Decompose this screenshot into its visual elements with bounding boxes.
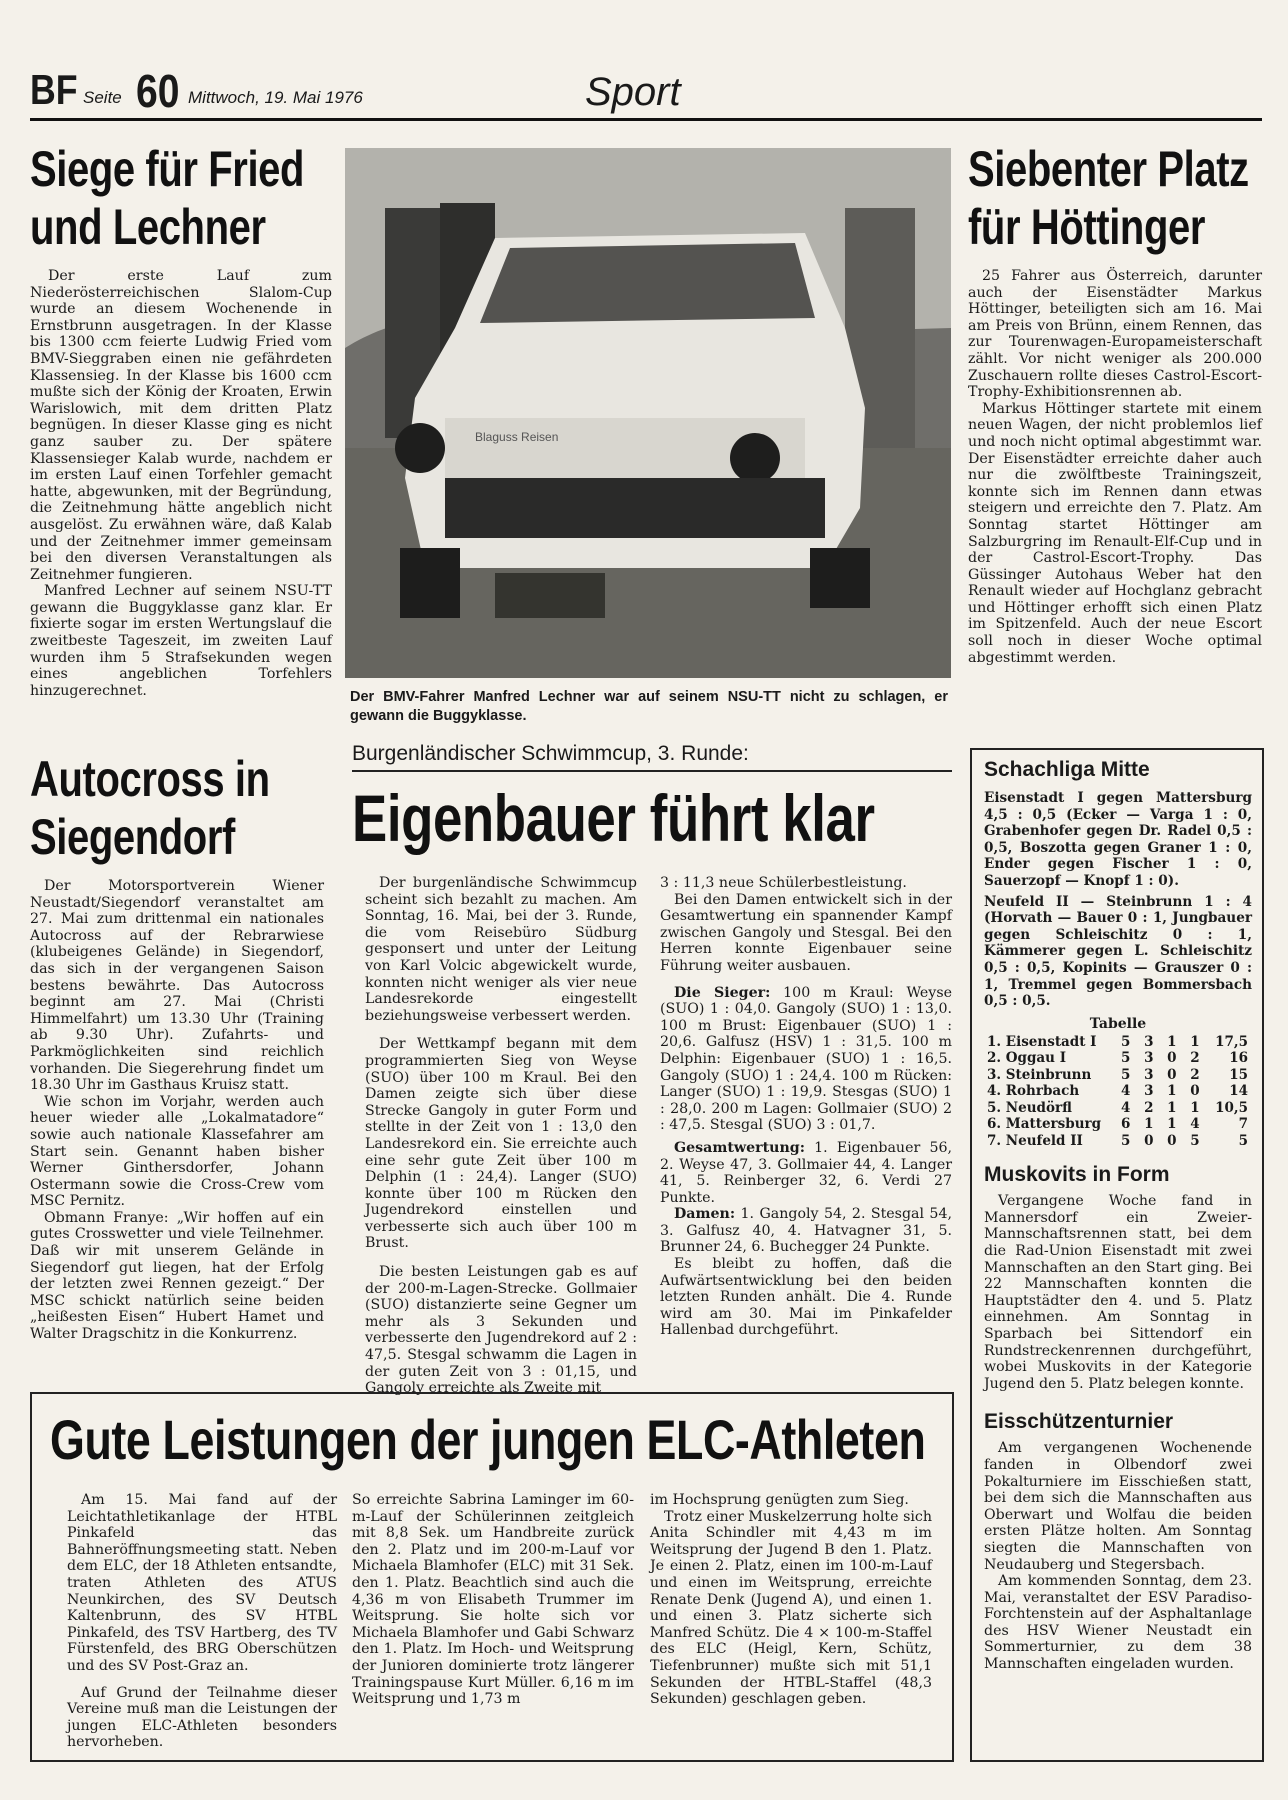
- article-autocross: [30, 750, 324, 1343]
- table-row: [984, 1050, 1254, 1067]
- paragraph: Der burgenländische Schwimmcup scheint sich bezahlt zu machen. Am Sonntag, 16. Mai, bei der 3. Runde, die vom Reisebüro Südburg gesponsert und unter der Leitung von Karl Volcic abgewickelt wurde, konnten nicht weniger als vier neue Landesrekorde eingestellt beziehungsweise verbessert werden.: [365, 875, 637, 1024]
- paragraph: So erreichte Sabrina Laminger im 60-m-Lauf der Schülerinnen zeitgleich mit 8,8 Sek. um Handbreite zurück den 2. Platz und im 200-m-Lauf vor Michaela Blamhofer (ELC) mit 31 Sek. den 1. Platz. Beachtlich sind auch die 4,36 m von Elisabeth Trummer im Weitsprung. Sie holte sich vor Michaela Blamhofer und Gabi Schwarz den 1. Platz. Im Hoch- und Weitsprung der Junioren dominierte trotz längerer Trainingspause Kurt Müller. 6,16 m im Weitsprung und 1,73 m: [352, 1492, 634, 1708]
- paragraph: Die besten Leistungen gab es auf der 200-m-Lagen-Strecke. Gollmaier (SUO) distanzierte seine Gegner um mehr als 3 Sekunden und verbesserte den Jugendrekord auf 2 : 47,5. Stesgal schwamm die Lagen in der guten Zeit von 3 : 01,15, und Gangoly erreichte als Zweite mit: [365, 1264, 637, 1397]
- table-cell: 5: [1190, 1132, 1200, 1149]
- paragraph: Bei den Damen entwickelt sich in der Gesamtwertung ein spannender Kampf zwischen Gangoly und Stesgal. Bei den Herren konnte Eigenbauer seine Führung weiter ausbauen.: [660, 891, 952, 974]
- schwimm-col-2: [660, 875, 952, 1339]
- winners-paragraph: [660, 985, 952, 1134]
- winners-label: Die Sieger:: [674, 984, 771, 1001]
- paragraph: Am vergangenen Wochenende fanden in Olbendorf zwei Pokalturniere im Eisschießen statt, bei dem sich die Mannschaften aus Oberwart und Wolfau die beiden ersten Plätze holten. Am Sonntag siegten die Mannschaften von Neudauberg und Stegersbach.: [984, 1440, 1252, 1573]
- masthead-rule: [30, 118, 1262, 121]
- table-cell: 0: [1167, 1132, 1177, 1149]
- section-title: Sport: [585, 70, 681, 114]
- paragraph: Der Motorsportverein Wiener Neustadt/Siegendorf veranstaltet am 27. Mai zum drittenmal ein nationales Autocross auf der Rebrarwiese (klubeigenes Gelände) in Siegendorf, das sich in der vergangenen Saison bestens bewährte. Das Autocross beginnt am 27. Mai (Christi Himmelfahrt) um 13.30 Uhr (Training ab 9.30 Uhr). Zufahrts- und Parkmöglichkeiten sind reichlich vorhanden. Die Siegerehrung findet um 18.30 Uhr im Gasthaus Kruisz statt.: [30, 878, 324, 1094]
- table-cell: 4: [1121, 1083, 1131, 1100]
- race-car-photo: [345, 148, 951, 678]
- chess-title: Schachliga Mitte: [984, 758, 1150, 781]
- table-cell: 5: [1121, 1050, 1131, 1067]
- article-hoettinger: [968, 140, 1262, 666]
- paragraph: Am 15. Mai fand auf der Leichtathletikanlage der HTBL Pinkafeld das Bahneröffnungsmeeting statt. Neben dem ELC, der 18 Athleten entsandte, traten Athleten des ATUS Neunkirchen, des SV Deutsch Kaltenbrunn, des SV HTBL Pinkafeld, des TSV Hartberg, des TV Fürstenfeld, des BRG Oberschützen und des SV Post-Graz an.: [67, 1492, 337, 1674]
- elc-box: [30, 1392, 954, 1762]
- team-name: 7. Neufeld II: [987, 1132, 1083, 1149]
- winners-text: 100 m Kraul: Weyse (SUO) 1 : 04,0. Gangoly (SUO) 1 : 13,0. 100 m Brust: Eigenbauer (SUO) 1 : 20,6. Galfusz (HSV) 1 : 31,5. 100 m Delphin: Eigenbauer (SUO) 1 : 16,5. Gangoly (SUO) 1 : 24,4. 100 m Rücken: Langer (SUO) 1 : 19,9. Stesgas (SUO) 1 : 28,0. 200 m Lagen: Gollmaier (SUO) 2 : 47,5. Stesgal (SUO) 3 : 01,7.: [660, 984, 953, 1134]
- table-cell: 5: [1121, 1132, 1131, 1149]
- headline-elc: Gute Leistungen der jungen ELC-Athleten: [50, 1408, 926, 1471]
- table-cell: 17,5: [1215, 1033, 1248, 1050]
- paragraph: im Hochsprung genügten zum Sieg.: [650, 1492, 909, 1508]
- table-cell: 10,5: [1215, 1099, 1248, 1116]
- table-cell: 3: [1144, 1033, 1154, 1050]
- paragraph: Manfred Lechner auf seinem NSU-TT gewann die Buggyklasse ganz klar. Er fixierte sogar im ersten Wertungslauf die zweitbeste Tageszeit, im zweiten Lauf wurden ihm 5 Strafsekunden wegen eines angeblichen Torfehlers hinzugerechnet.: [30, 583, 332, 699]
- plate-text: Blaguss Reisen: [475, 430, 559, 444]
- table-row: [984, 1133, 1254, 1150]
- elc-col-3: [650, 1492, 932, 1708]
- table-cell: 4: [1190, 1116, 1200, 1133]
- elc-col-1: [67, 1492, 337, 1751]
- table-cell: 5: [1121, 1033, 1131, 1050]
- table-cell: 1: [1144, 1116, 1154, 1133]
- table-cell: 3: [1144, 1050, 1154, 1067]
- chess-result-1: Eisenstadt I gegen Mattersburg 4,5 : 0,5 (Ecker — Varga 1 : 0, Grabenhofer gegen Dr. Radel 0,5 : 0,5, Boszotta gegen Graner 1 : 0, Ender gegen Fischer 1 : 0, Sauerzopf — Knopf 1 : 0).: [984, 790, 1252, 889]
- table-cell: 3: [1144, 1066, 1154, 1083]
- masthead-logo: BF: [30, 66, 78, 113]
- muskovits-title: Muskovits in Form: [984, 1163, 1170, 1187]
- elc-col-2: [352, 1492, 634, 1708]
- sidebar-box: [970, 748, 1264, 1762]
- table-row: [984, 1100, 1254, 1117]
- table-cell: 3: [1144, 1083, 1154, 1100]
- table-cell: 1: [1167, 1099, 1177, 1116]
- team-name: 1. Eisenstadt I: [987, 1033, 1097, 1050]
- table-cell: 16: [1229, 1050, 1248, 1067]
- ladies-text: 1. Gangoly 54, 2. Stesgal 54, 3. Galfusz 40, 4. Hatvagner 31, 5. Brunner 24, 6. Buchegger 24 Punkte.: [660, 1206, 952, 1256]
- table-title: Tabelle: [1089, 1015, 1147, 1032]
- table-cell: 4: [1121, 1099, 1131, 1116]
- schwimm-rule: [352, 770, 952, 772]
- masthead: [30, 66, 1262, 116]
- headline-hoettinger: Siebenter Platz für Höttinger: [968, 141, 1249, 255]
- paragraph: Markus Höttinger startete mit einem neuen Wagen, der nicht problemlos lief und noch nicht optimal abgestimmt war. Der Eisenstädter erreichte daher auch nur die zwölftbeste Trainingszeit, konnte sich im Rennen dann etwas steigern und erreichte den 7. Platz. Am Sonntag startet Höttinger am Salzburgring im Renault-Elf-Cup und in der Castrol-Escort-Trophy. Das Güssinger Autohaus Weber hat den Renault wieder auf Hochglanz gebracht und Höttinger erhofft sich einen Platz im Spitzenfeld. Auch der neue Escort soll noch in dieser Woche optimal abgestimmt werden.: [968, 400, 1262, 666]
- table-cell: 0: [1144, 1132, 1154, 1149]
- table-cell: 2: [1144, 1099, 1154, 1116]
- table-cell: 2: [1190, 1050, 1200, 1067]
- paragraph: 3 : 11,3 neue Schülerbestleistung.: [660, 875, 907, 891]
- headline-autocross: Autocross in Siegendorf: [30, 751, 270, 865]
- article-fried: [30, 140, 332, 699]
- table-cell: 0: [1190, 1083, 1200, 1100]
- race-car-illustration: [345, 148, 951, 678]
- table-cell: 1: [1190, 1099, 1200, 1116]
- page-label: Seite: [83, 88, 122, 107]
- chess-result-2: Neufeld II — Steinbrunn 1 : 4 (Horvath — Bauer 0 : 1, Jungbauer gegen Schleischitz 0 : 1, Kämmerer gegen L. Schleischitz 0,5 : 0,5, Kopinits — Grauszer 0 : 1, Tremmel gegen Bommersbach 0,5 : 0,5.: [984, 893, 1252, 1010]
- table-cell: 1: [1167, 1033, 1177, 1050]
- paragraph: Der erste Lauf zum Niederösterreichischen Slalom-Cup wurde an diesem Wochenende in Ernstbrunn ausgetragen. In der Klasse bis 1300 ccm feierte Ludwig Fried vom BMV-Sieggraben einen nie gefährdeten Klassensieg. In der Klasse bis 1600 ccm mußte sich der König der Kroaten, Erwin Warislowich, mit dem dritten Platz begnügen. In dieser Klasse ging es nicht ganz sauber zu. Der spätere Klassensieger Kalab wurde, nachdem er im ersten Lauf einen Torfehler gemacht hatte, abgewunken, mit der Begründung, die Zeitnehmung hätte angeblich nicht ausgelöst. Zu erwähnen wäre, daß Kalab und der Zeitnehmer immer gemeinsam bei den diversen Veranstaltungen als Zeitnehmer fungieren.: [30, 268, 332, 583]
- table-cell: 14: [1229, 1083, 1248, 1100]
- paragraph: Am kommenden Sonntag, dem 23. Mai, veranstaltet der ESV Paradiso-Forchtenstein auf der Asphaltanlage des HSV Wiener Neustadt ein Sommerturnier, zu dem 38 Mannschaften eingeladen wurden.: [984, 1573, 1252, 1673]
- overall-paragraph: [660, 1140, 952, 1206]
- headline-schwimm: Eigenbauer führt klar: [352, 781, 875, 855]
- table-cell: 1: [1190, 1033, 1200, 1050]
- photo-caption: Der BMV-Fahrer Manfred Lechner war auf seinem NSU-TT nicht zu schlagen, er gewann die Buggyklasse.: [350, 689, 948, 724]
- table-cell: 1: [1167, 1116, 1177, 1133]
- table-cell: 2: [1190, 1066, 1200, 1083]
- issue-date: Mittwoch, 19. Mai 1976: [188, 88, 363, 107]
- team-name: 3. Steinbrunn: [987, 1066, 1092, 1083]
- team-name: 2. Oggau I: [987, 1050, 1067, 1067]
- paragraph: Wie schon im Vorjahr, werden auch heuer wieder alle „Lokalmatadore“ sowie auch nationale Klassefahrer am Start sein. Genannt haben bisher Werner Ginthersdorfer, Johann Ostermann sowie die Cross-Crew vom MSC Pernitz.: [30, 1093, 324, 1210]
- paragraph: Obmann Franye: „Wir hoffen auf ein gutes Crosswetter und viele Teilnehmer. Daß wir mit unserem Gelände in Siegendorf gut liegen, hat der Erfolg der letzten zwei Rennen gezeigt.“ Der MSC schickt natürlich seine beiden „heißesten Eisen“ Hubert Hamet und Walter Dragschitz in die Konkurrenz.: [30, 1209, 324, 1343]
- ladies-label: Damen:: [674, 1206, 736, 1223]
- table-cell: 5: [1238, 1132, 1248, 1149]
- ladies-paragraph: [660, 1206, 952, 1256]
- paragraph: Vergangene Woche fand in Mannersdorf ein Zweier-Mannschaftsrennen statt, bei dem die Rad-Union Eisenstadt mit zwei Mannschaften an den Start ging. Bei 22 Mannschaften konnten die Hauptstädter den 4. und 5. Platz einnehmen. Am Sonntag in Sparbach bei Sittendorf ein Rundstreckenrennen durchgeführt, wobei Muskovits in der Kategorie Jugend den 5. Platz belegen konnte.: [984, 1193, 1252, 1392]
- table-cell: 0: [1167, 1050, 1177, 1067]
- table-cell: 1: [1167, 1083, 1177, 1100]
- table-row: [984, 1116, 1254, 1133]
- paragraph: 25 Fahrer aus Österreich, darunter auch der Eisenstädter Markus Höttinger, beteiligten sich am 16. Mai am Preis von Brünn, einem Rennen, das zur Tourenwagen-Europameisterschaft zählt. Vor nicht weniger als 200.000 Zuschauern rollte dieses Castrol-Escort-Trophy-Exhibitionsrennen ab.: [968, 268, 1262, 401]
- page-number: 60: [136, 65, 180, 117]
- table-cell: 0: [1167, 1066, 1177, 1083]
- table-row: [984, 1067, 1254, 1084]
- overall-text: 1. Eigenbauer 56, 2. Weyse 47, 3. Gollmaier 44, 4. Langer 41, 5. Reinberger 32, 6. Verdi 27 Punkte.: [660, 1139, 953, 1206]
- team-name: 5. Neudörfl: [987, 1099, 1072, 1116]
- team-name: 4. Rohrbach: [987, 1083, 1080, 1100]
- table-cell: 6: [1121, 1116, 1131, 1133]
- eis-title: Eisschützenturnier: [984, 1410, 1174, 1434]
- table-cell: 7: [1238, 1116, 1248, 1133]
- schwimm-kicker: Burgenländischer Schwimmcup, 3. Runde:: [352, 742, 749, 765]
- paragraph: Auf Grund der Teilnahme dieser Vereine muß man die Leistungen der jungen ELC-Athleten besonders hervorheben.: [67, 1684, 337, 1751]
- schwimm-col-1: [365, 875, 637, 1397]
- paragraph: Der Wettkampf begann mit dem programmierten Sieg von Weyse (SUO) über 100 m Kraul. Bei den Damen zeigte sich über diese Strecke Gangoly in guter Form und stellte in der Zeit von 1 : 13,0 den Landesrekord ein. Sie erreichte auch eine sehr gute Zeit über 100 m Delphin (1 : 24,4). Langer (SUO) konnte über 100 m Rücken den Jugendrekord einstellen und verbesserte sich auch über 100 m Brust.: [365, 1036, 637, 1252]
- paragraph: Es bleibt zu hoffen, daß die Aufwärtsentwicklung bei den beiden letzten Runden anhält. Die 4. Runde wird am 30. Mai im Pinkafelder Hallenbad durchgeführt.: [660, 1256, 952, 1339]
- paragraph: Trotz einer Muskelzerrung holte sich Anita Schindler mit 4,43 m im Weitsprung der Jugend B den 1. Platz. Je einen 2. Platz, einen im 100-m-Lauf und einen im Weitsprung, erreichte Renate Denk (Jugend A), und einen 1. und einen 3. Platz sicherte sich Manfred Schütz. Die 4 × 100-m-Staffel des ELC (Heigl, Kern, Schütz, Tiefenbrunner) mußte sich mit 51,1 Sekunden der HTBL-Staffel (48,3 Sekunden) geschlagen geben.: [650, 1508, 932, 1708]
- table-row: [984, 1083, 1254, 1100]
- table-cell: 15: [1229, 1066, 1248, 1083]
- overall-label: Gesamtwertung:: [674, 1139, 805, 1156]
- table-cell: 5: [1121, 1066, 1131, 1083]
- headline-fried: Siege für Fried und Lechner: [30, 141, 305, 255]
- team-name: 6. Mattersburg: [987, 1116, 1102, 1133]
- chess-standings-table: [984, 1034, 1254, 1150]
- table-row: [984, 1034, 1254, 1051]
